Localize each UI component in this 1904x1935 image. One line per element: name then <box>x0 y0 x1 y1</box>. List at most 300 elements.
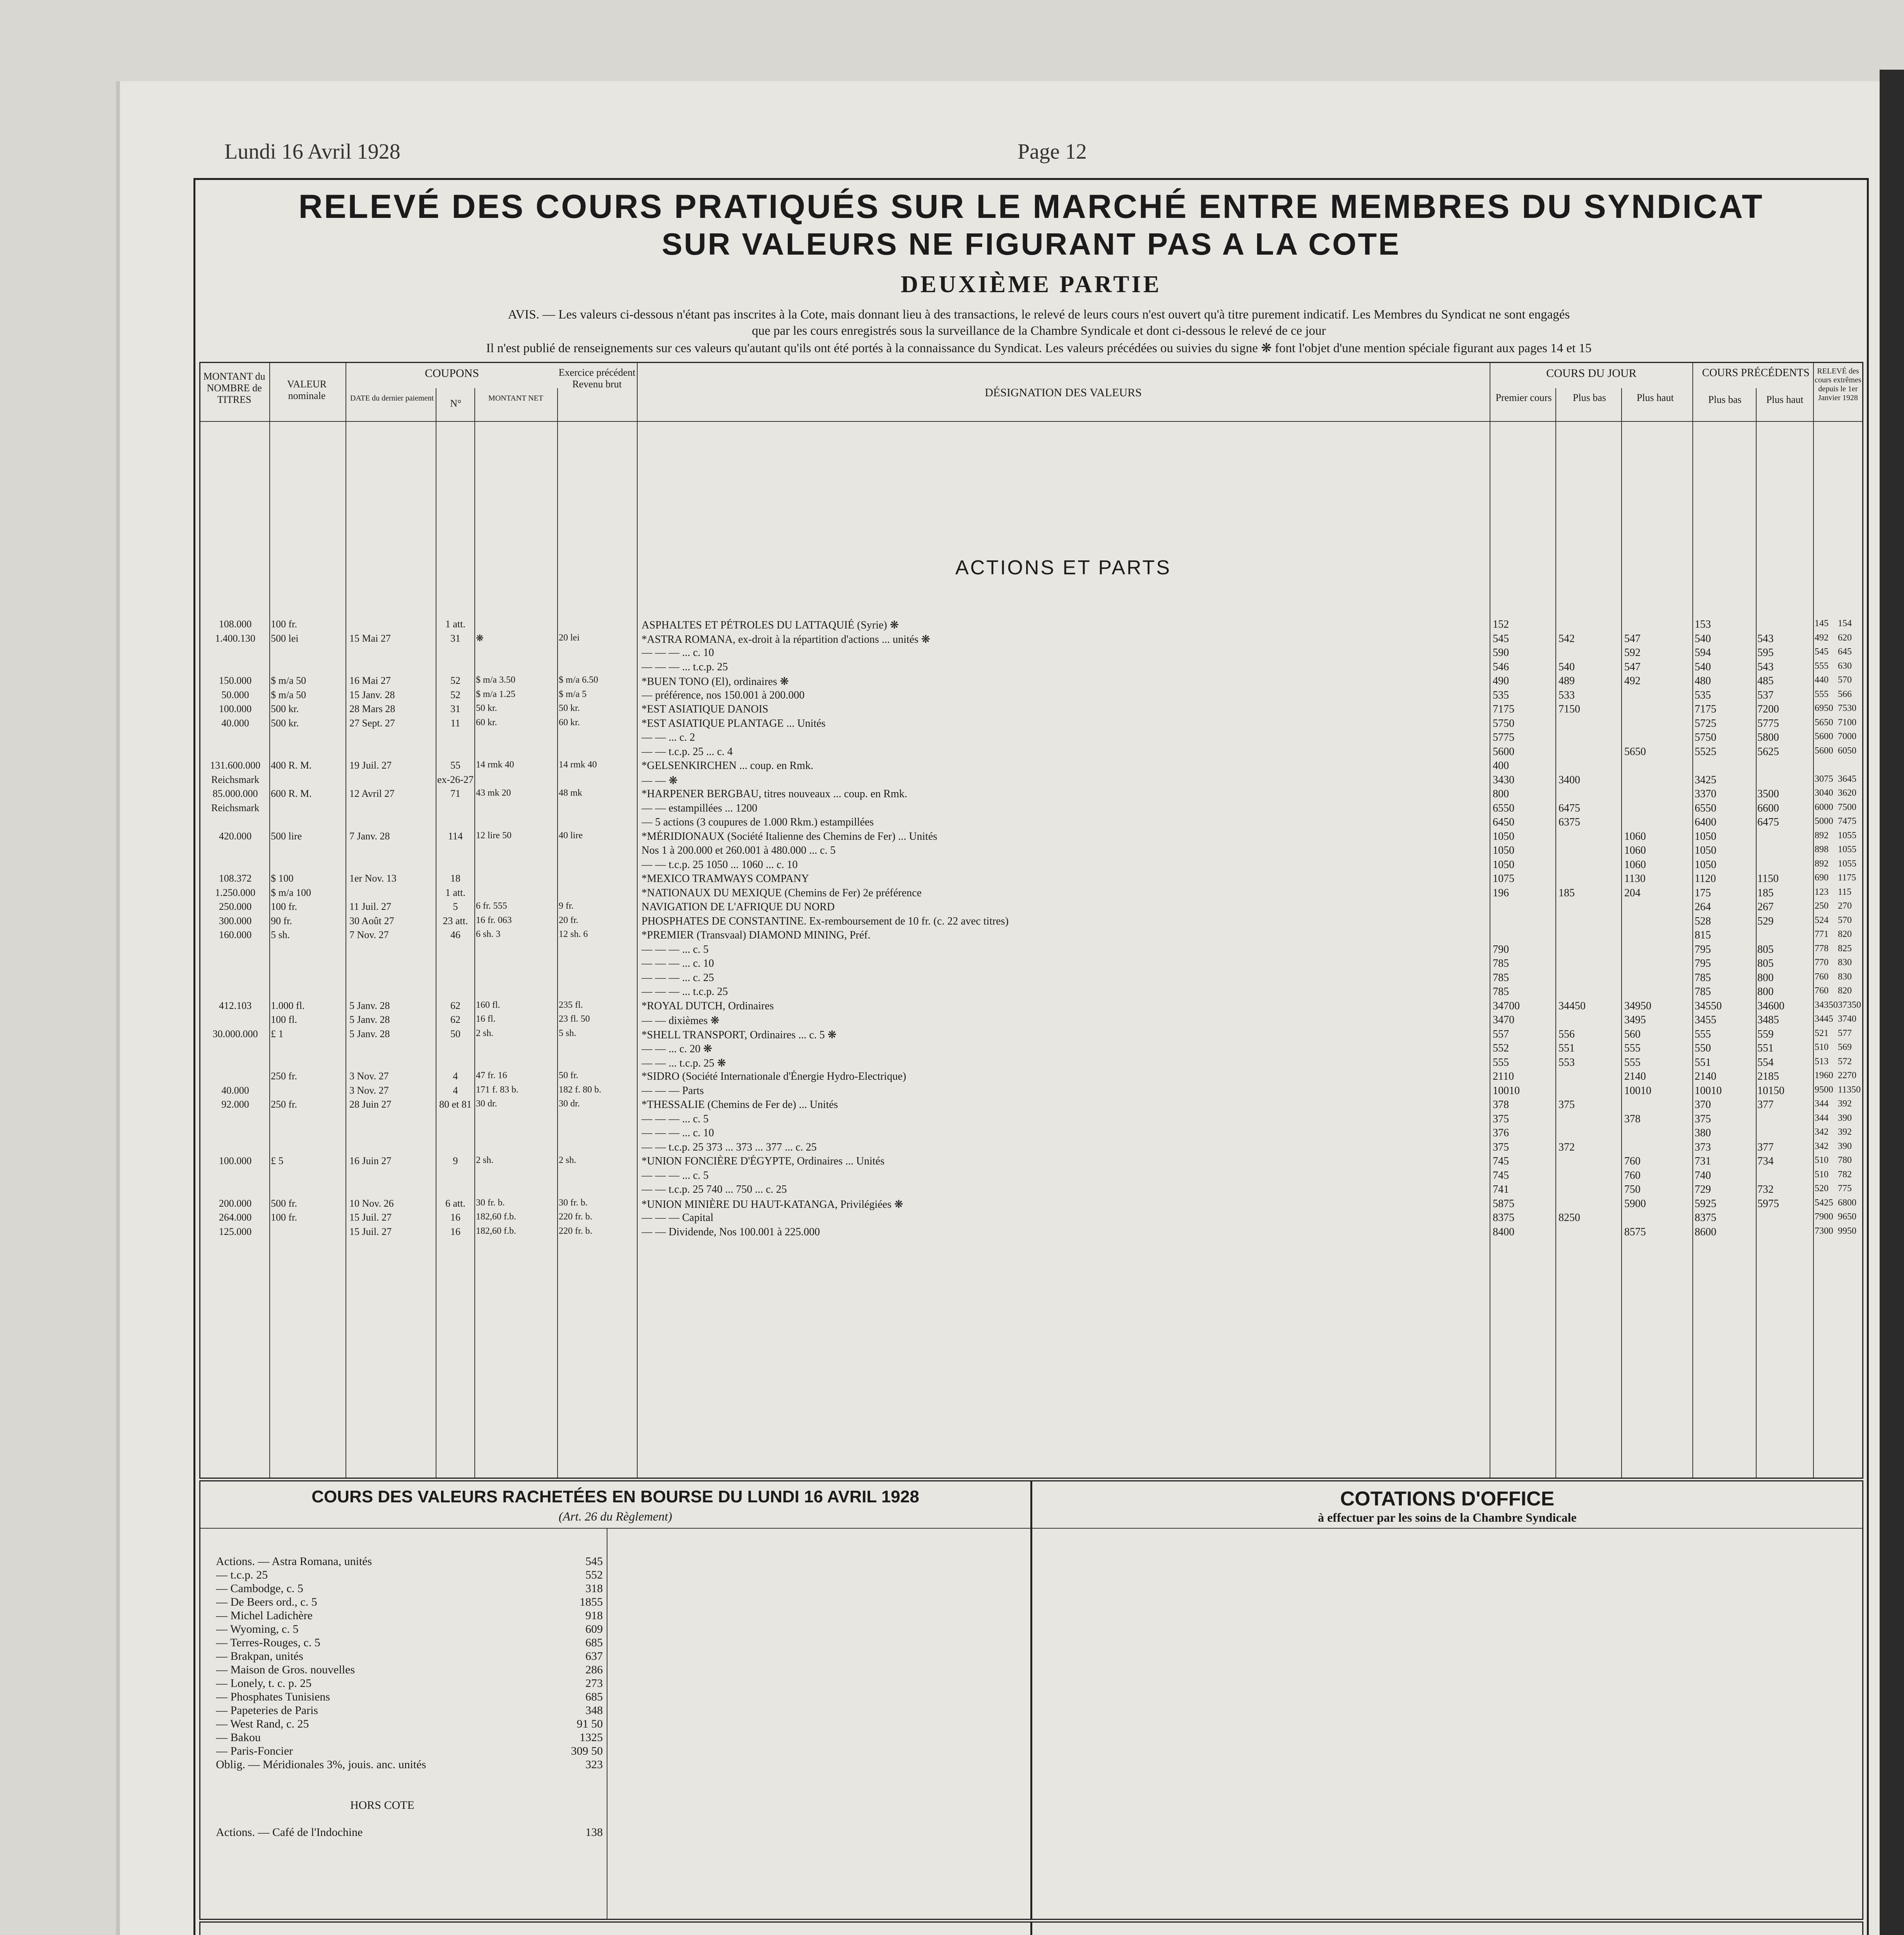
cell-releve-bas: 344 <box>1815 1113 1829 1123</box>
cell-releve-bas: 7900 <box>1815 1212 1833 1222</box>
cell-plus-haut: 750 <box>1624 1183 1641 1195</box>
cell-valeur: $ m/a 100 <box>271 887 311 898</box>
cell-premier: 745 <box>1493 1155 1509 1167</box>
avis-line3: Il n'est publié de renseignements sur ces valeurs qu'autant qu'ils ont été portés à la connaissance du Syndicat. Les valeurs précédées ou suivies du signe ❋ font l'objet d'une mention spéciale figurant aux pages 14 et 15 <box>486 341 1592 355</box>
cell-plus-bas: 556 <box>1558 1028 1575 1040</box>
cell-releve-bas: 778 <box>1815 943 1829 954</box>
rachetee-label: — Papeteries de Paris <box>216 1704 318 1717</box>
cell-prec-bas: 1050 <box>1695 858 1716 871</box>
cell-valeur: $ m/a 50 <box>271 689 306 700</box>
cell-releve-haut: 645 <box>1838 647 1852 657</box>
cell-montant: 40.000 <box>221 717 249 729</box>
cell-prec-bas: 370 <box>1695 1099 1711 1111</box>
cell-plus-haut: 10010 <box>1624 1084 1651 1097</box>
cell-releve-bas: 760 <box>1815 971 1829 982</box>
main-col-rule <box>1756 388 1757 1478</box>
cell-exercice: $ m/a 6.50 <box>559 675 598 685</box>
cell-coupon-no: 16 <box>450 1212 460 1223</box>
main-quotations-table <box>199 362 1863 1479</box>
cell-coupon-date: 5 Janv. 28 <box>349 1014 390 1025</box>
cell-releve-haut: 775 <box>1838 1183 1852 1194</box>
main-col-rule <box>1692 363 1693 1478</box>
cell-prec-haut: 800 <box>1757 986 1774 998</box>
cell-releve-bas: 6950 <box>1815 703 1833 713</box>
cell-prec-haut: 732 <box>1757 1183 1774 1195</box>
cell-prec-haut: 485 <box>1757 675 1774 687</box>
cell-plus-bas: 489 <box>1558 675 1575 687</box>
cell-plus-haut: 555 <box>1624 1056 1641 1069</box>
hors-cote-label: HORS COTE <box>350 1799 414 1812</box>
col-premier: Premier cours <box>1495 392 1552 403</box>
cell-premier: 10010 <box>1493 1084 1520 1097</box>
cell-prec-bas: 175 <box>1695 887 1711 899</box>
cell-plus-haut: 1060 <box>1624 844 1646 856</box>
cell-premier: 1075 <box>1493 873 1514 885</box>
cell-designation: *GELSENKIRCHEN ... coup. en Rmk. <box>642 760 814 772</box>
cell-coupon-montant: 16 fl. <box>476 1014 496 1024</box>
cell-prec-bas: 550 <box>1695 1042 1711 1054</box>
cell-premier: 8400 <box>1493 1226 1514 1238</box>
cell-montant: 250.000 <box>219 901 252 912</box>
cell-coupon-no: 114 <box>448 830 463 842</box>
cotations-section <box>1031 1480 1863 1920</box>
cell-prec-haut: 551 <box>1757 1042 1774 1054</box>
cotations-subtitle: à effectuer par les soins de la Chambre Syndicale <box>1318 1510 1577 1524</box>
cell-valeur: 5 sh. <box>271 929 290 940</box>
cell-coupon-no: 4 <box>453 1070 458 1082</box>
col-prec-haut: Plus haut <box>1766 394 1804 405</box>
cell-coupon-no: 46 <box>450 929 460 940</box>
cell-coupon-no: 52 <box>450 689 460 700</box>
cell-coupon-no: 11 <box>450 717 460 729</box>
cell-prec-haut: 595 <box>1757 647 1774 659</box>
cell-designation: — — t.c.p. 25 ... c. 4 <box>642 745 733 758</box>
cell-releve-bas: 123 <box>1815 887 1829 897</box>
cell-exercice: 235 fl. <box>559 1000 583 1010</box>
cell-designation: — — ... t.c.p. 25 ❋ <box>642 1057 726 1069</box>
cell-designation: — — t.c.p. 25 740 ... 750 ... c. 25 <box>642 1183 787 1195</box>
cell-prec-bas: 729 <box>1695 1183 1711 1195</box>
cell-prec-bas: 795 <box>1695 943 1711 956</box>
cell-coupon-date: 3 Nov. 27 <box>349 1084 389 1096</box>
rachetee-value: 685 <box>585 1636 603 1649</box>
cell-prec-haut: 543 <box>1757 661 1774 673</box>
cell-premier: 400 <box>1493 760 1509 772</box>
cell-plus-haut: 492 <box>1624 675 1641 687</box>
cell-premier: 790 <box>1493 943 1509 956</box>
cell-coupon-montant: 60 kr. <box>476 717 497 728</box>
cell-designation: — — — ... c. 10 <box>642 647 714 659</box>
cell-prec-bas: 5525 <box>1695 745 1716 758</box>
cell-releve-haut: 570 <box>1838 915 1852 925</box>
cell-premier: 490 <box>1493 675 1509 687</box>
cell-designation: PHOSPHATES DE CONSTANTINE. Ex-remboursement de 10 fr. (c. 22 avec titres) <box>642 915 1009 927</box>
cell-plus-haut: 592 <box>1624 647 1641 659</box>
rachetee-value: 1325 <box>580 1731 603 1744</box>
cell-releve-haut: 11350 <box>1838 1084 1861 1095</box>
cell-designation: — — Dividende, Nos 100.001 à 225.000 <box>642 1226 820 1238</box>
cell-exercice: 12 sh. 6 <box>559 929 588 939</box>
cell-prec-haut: 734 <box>1757 1155 1774 1167</box>
cell-montant: 131.600.000 <box>210 760 260 771</box>
cell-coupon-montant: ❋ <box>476 633 484 644</box>
cell-designation: — — dixièmes ❋ <box>642 1015 720 1027</box>
rachetee-label: — Bakou <box>216 1731 261 1744</box>
hors-row-label: Actions. — Café de l'Indochine <box>216 1826 363 1839</box>
rachetee-value: 323 <box>585 1758 603 1771</box>
cell-prec-haut: 529 <box>1757 915 1774 927</box>
cell-plus-bas: 375 <box>1558 1099 1575 1111</box>
cell-releve-haut: 1175 <box>1838 873 1856 883</box>
cell-releve-bas: 34350 <box>1815 1000 1838 1010</box>
cell-valeur: 600 R. M. <box>271 788 312 799</box>
cell-exercice: 50 fr. <box>559 1070 578 1081</box>
cell-coupon-montant: $ m/a 3.50 <box>476 675 515 685</box>
cell-montant: 300.000 <box>219 915 252 926</box>
cell-coupon-no: 62 <box>450 1014 460 1025</box>
cell-plus-bas: 7150 <box>1558 703 1580 715</box>
cell-prec-bas: 5750 <box>1695 731 1716 743</box>
cell-exercice: 30 dr. <box>559 1099 580 1109</box>
rachetee-value: 918 <box>585 1609 603 1622</box>
cell-exercice: 20 lei <box>559 632 580 643</box>
avis-line2: que par les cours enregistrés sous la surveillance de la Chambre Syndicale et dont ci-dessous le relevé de ce jour <box>752 324 1326 338</box>
cell-releve-haut: 820 <box>1838 986 1852 996</box>
rachetee-value: 309 50 <box>571 1745 603 1757</box>
rachetee-label: Oblig. — Méridionales 3%, jouis. anc. unités <box>216 1758 426 1771</box>
col-coupons: COUPONS <box>424 367 479 380</box>
cell-prec-bas: 3370 <box>1695 788 1716 800</box>
cell-montant: 100.000 <box>219 1155 252 1166</box>
cell-designation: ASPHALTES ET PÉTROLES DU LATTAQUIÉ (Syrie) ❋ <box>642 619 899 631</box>
cell-releve-bas: 145 <box>1815 618 1829 628</box>
cell-premier: 378 <box>1493 1099 1509 1111</box>
cell-montant: 100.000 <box>219 703 252 714</box>
col-valeur: VALEUR nominale <box>287 378 327 401</box>
cell-exercice: 48 mk <box>559 788 582 798</box>
cell-valeur: 100 fr. <box>271 901 297 912</box>
cell-coupon-date: 7 Nov. 27 <box>349 929 389 940</box>
cell-designation: *ROYAL DUTCH, Ordinaires <box>642 1000 774 1012</box>
cell-prec-bas: 740 <box>1695 1169 1711 1182</box>
header-date: Lundi 16 Avril 1928 <box>224 140 400 164</box>
cell-exercice: 5 sh. <box>559 1028 577 1038</box>
cell-prec-bas: 795 <box>1695 957 1711 969</box>
cell-releve-haut: 1055 <box>1838 830 1856 841</box>
cell-coupon-montant: 30 fr. b. <box>476 1197 505 1208</box>
cell-premier: 557 <box>1493 1028 1509 1040</box>
cell-coupon-no: 52 <box>450 675 460 686</box>
cell-plus-haut: 547 <box>1624 632 1641 645</box>
cell-designation: — — — ... c. 5 <box>642 1169 709 1182</box>
cell-designation: *EST ASIATIQUE PLANTAGE ... Unités <box>642 717 826 729</box>
cell-prec-haut: 5800 <box>1757 731 1779 743</box>
cell-designation: — — — ... c. 25 <box>642 971 714 984</box>
cell-premier: 375 <box>1493 1141 1509 1153</box>
cell-premier: 1050 <box>1493 858 1514 871</box>
cell-releve-haut: 9650 <box>1838 1212 1856 1222</box>
cell-plus-haut: 760 <box>1624 1155 1641 1167</box>
cell-coupon-date: 12 Avril 27 <box>349 788 395 799</box>
cell-valeur: 250 fr. <box>271 1099 297 1110</box>
cell-coupon-no: ex-26-27 <box>437 774 474 785</box>
cell-plus-bas: 8250 <box>1558 1212 1580 1224</box>
cell-designation: — — — Capital <box>642 1212 713 1224</box>
cell-releve-bas: 545 <box>1815 647 1829 657</box>
cell-releve-haut: 6050 <box>1838 745 1856 756</box>
cell-premier: 2110 <box>1493 1070 1514 1082</box>
main-col-rule <box>1621 388 1622 1478</box>
cell-designation: — — t.c.p. 25 1050 ... 1060 ... c. 10 <box>642 858 798 871</box>
cell-exercice: 220 fr. b. <box>559 1212 592 1222</box>
cell-prec-haut: 805 <box>1757 943 1774 956</box>
content-frame <box>193 178 1869 1935</box>
cell-premier: 745 <box>1493 1169 1509 1182</box>
cell-releve-haut: 392 <box>1838 1127 1852 1137</box>
cell-designation: — — ... c. 20 ❋ <box>642 1043 712 1055</box>
main-col-rule <box>637 363 638 1478</box>
cell-designation: Nos 1 à 200.000 et 260.001 à 480.000 ... c. 5 <box>642 844 836 856</box>
cell-plus-haut: 2140 <box>1624 1070 1646 1082</box>
cell-prec-bas: 373 <box>1695 1141 1711 1153</box>
cell-valeur: 400 R. M. <box>271 760 312 771</box>
cell-valeur: 1.000 fl. <box>271 1000 305 1011</box>
rachetee-value: 609 <box>585 1623 603 1635</box>
cell-exercice: 60 kr. <box>559 717 580 728</box>
cell-plus-bas: 533 <box>1558 689 1575 701</box>
cell-valeur: 100 fr. <box>271 618 297 630</box>
cell-releve-bas: 898 <box>1815 844 1829 854</box>
rachetee-value: 91 50 <box>577 1718 603 1730</box>
cell-prec-bas: 535 <box>1695 689 1711 701</box>
cell-prec-bas: 1050 <box>1695 844 1716 856</box>
cell-plus-haut: 1130 <box>1624 873 1646 885</box>
cell-montant: 264.000 <box>219 1212 252 1223</box>
cell-prec-haut: 537 <box>1757 689 1774 701</box>
cell-releve-haut: 780 <box>1838 1155 1852 1165</box>
cell-releve-bas: 5650 <box>1815 717 1833 728</box>
cell-plus-haut: 1060 <box>1624 858 1646 871</box>
cell-releve-haut: 270 <box>1838 901 1852 911</box>
cell-plus-haut: 8575 <box>1624 1226 1646 1238</box>
cell-montant: 92.000 <box>221 1099 249 1110</box>
cell-premier: 7175 <box>1493 703 1514 715</box>
cell-releve-bas: 7300 <box>1815 1226 1833 1236</box>
col-coupon-date: DATE du dernier paiement <box>350 394 434 402</box>
cell-coupon-date: 16 Mai 27 <box>349 675 391 686</box>
cell-prec-bas: 785 <box>1695 986 1711 998</box>
col-exercice: Exercice précédent Revenu brut <box>558 367 636 390</box>
rachetee-label: — t.c.p. 25 <box>216 1569 268 1581</box>
cell-releve-haut: 3645 <box>1838 774 1856 784</box>
cell-releve-bas: 892 <box>1815 858 1829 869</box>
cell-plus-haut: 547 <box>1624 661 1641 673</box>
cell-releve-bas: 555 <box>1815 661 1829 671</box>
cell-releve-bas: 342 <box>1815 1127 1829 1137</box>
cell-montant: 40.000 <box>221 1084 249 1096</box>
cotations-title: COTATIONS D'OFFICE <box>1340 1488 1555 1510</box>
main-col-rule <box>557 388 558 1478</box>
cell-exercice: 50 kr. <box>559 703 580 713</box>
cell-prec-haut: 377 <box>1757 1099 1774 1111</box>
col-releve: RELEVÉ des cours extrêmes depuis le 1er Janvier 1928 <box>1815 367 1861 402</box>
cell-designation: *MÉRIDIONAUX (Société Italienne des Chemins de Fer) ... Unités <box>642 830 937 842</box>
cell-releve-haut: 7000 <box>1838 731 1856 741</box>
header-rule <box>200 421 1862 422</box>
cell-coupon-montant: 12 lire 50 <box>476 830 511 841</box>
main-title-line2: SUR VALEURS NE FIGURANT PAS A LA COTE <box>662 227 1401 261</box>
cell-prec-haut: 377 <box>1757 1141 1774 1153</box>
cell-designation: *PREMIER (Transvaal) DIAMOND MINING, Préf. <box>642 929 871 941</box>
cell-designation: *EST ASIATIQUE DANOIS <box>642 703 768 715</box>
cell-releve-haut: 390 <box>1838 1113 1852 1123</box>
cell-prec-bas: 528 <box>1695 915 1711 927</box>
cell-premier: 3430 <box>1493 774 1514 786</box>
cell-plus-haut: 5900 <box>1624 1197 1646 1210</box>
cell-prec-haut: 5775 <box>1757 717 1779 729</box>
cell-designation: — — — ... c. 5 <box>642 1113 709 1125</box>
cell-coupon-montant: 30 dr. <box>476 1099 497 1109</box>
cell-coupon-date: 16 Juin 27 <box>349 1155 392 1166</box>
cell-valeur: 500 kr. <box>271 717 299 729</box>
cell-prec-haut: 5625 <box>1757 745 1779 758</box>
cell-releve-bas: 344 <box>1815 1099 1829 1109</box>
cell-montant: 200.000 <box>219 1197 252 1209</box>
rachetee-label: Actions. — Astra Romana, unités <box>216 1555 372 1568</box>
cell-plus-bas: 542 <box>1558 632 1575 645</box>
cell-releve-bas: 5000 <box>1815 816 1833 826</box>
cell-releve-bas: 3445 <box>1815 1014 1833 1024</box>
cell-coupon-montant: 47 fr. 16 <box>476 1070 507 1081</box>
cell-releve-haut: 390 <box>1838 1141 1852 1151</box>
cell-plus-bas: 6375 <box>1558 816 1580 828</box>
rachetee-label: — Maison de Gros. nouvelles <box>216 1663 355 1676</box>
cell-designation: — — — ... c. 10 <box>642 957 714 969</box>
cell-releve-haut: 7100 <box>1838 717 1856 728</box>
cell-designation: — — t.c.p. 25 373 ... 373 ... 377 ... c. 25 <box>642 1141 817 1153</box>
cell-releve-haut: 7500 <box>1838 802 1856 812</box>
cell-premier: 1050 <box>1493 830 1514 842</box>
rachetee-label: — Wyoming, c. 5 <box>216 1623 299 1635</box>
rachetees-section <box>199 1480 1032 1920</box>
cell-designation: *NATIONAUX DU MEXIQUE (Chemins de Fer) 2e préférence <box>642 887 922 899</box>
cell-coupon-montant: 182,60 f.b. <box>476 1212 516 1222</box>
cell-coupon-date: 7 Janv. 28 <box>349 830 390 842</box>
rachetee-label: — Brakpan, unités <box>216 1650 303 1663</box>
cell-plus-haut: 555 <box>1624 1042 1641 1054</box>
cell-designation: *ASTRA ROMANA, ex-droit à la répartition d'actions ... unités ❋ <box>642 633 931 646</box>
cell-valeur: £ 5 <box>271 1155 284 1166</box>
cell-releve-haut: 566 <box>1838 689 1852 699</box>
cell-coupon-montant: 182,60 f.b. <box>476 1226 516 1236</box>
cell-designation: *SHELL TRANSPORT, Ordinaires ... c. 5 ❋ <box>642 1029 837 1041</box>
main-col-rule <box>269 363 270 1478</box>
col-coupon-no: N° <box>450 398 462 409</box>
cell-plus-haut: 560 <box>1624 1028 1641 1040</box>
cell-prec-haut: 6475 <box>1757 816 1779 828</box>
rachetee-value: 637 <box>585 1650 603 1663</box>
cell-prec-bas: 7175 <box>1695 703 1716 715</box>
cell-releve-bas: 521 <box>1815 1028 1829 1038</box>
cell-montant: 108.372 <box>219 873 252 884</box>
cell-coupon-no: 50 <box>450 1028 460 1039</box>
cell-coupon-montant: 16 fr. 063 <box>476 915 512 925</box>
cell-releve-bas: 520 <box>1815 1183 1829 1194</box>
cell-plus-haut: 3495 <box>1624 1014 1646 1026</box>
cell-valeur: 500 lei <box>271 632 299 644</box>
cell-coupon-date: 10 Nov. 26 <box>349 1197 394 1209</box>
cell-coupon-montant: 6 sh. 3 <box>476 929 501 939</box>
cell-premier: 6550 <box>1493 802 1514 814</box>
cell-montant: Reichsmark <box>211 774 260 785</box>
cell-prec-bas: 594 <box>1695 647 1711 659</box>
cell-releve-bas: 9500 <box>1815 1084 1833 1095</box>
rachetee-label: — Terres-Rouges, c. 5 <box>216 1636 320 1649</box>
cell-coupon-date: 5 Janv. 28 <box>349 1000 390 1011</box>
cell-premier: 535 <box>1493 689 1509 701</box>
cell-coupon-no: 16 <box>450 1226 460 1237</box>
rachetees-rule <box>200 1528 1030 1529</box>
cell-prec-bas: 380 <box>1695 1127 1711 1139</box>
col-cours-prec: COURS PRÉCÉDENTS <box>1702 367 1810 379</box>
cell-coupon-no: 23 att. <box>443 915 468 926</box>
cell-releve-bas: 1960 <box>1815 1070 1833 1081</box>
cell-releve-haut: 115 <box>1838 887 1852 897</box>
cell-valeur: 100 fl. <box>271 1014 297 1025</box>
cell-prec-bas: 3425 <box>1695 774 1716 786</box>
cell-plus-haut: 34950 <box>1624 1000 1651 1012</box>
cell-designation: — 5 actions (3 coupures de 1.000 Rkm.) estampillées <box>642 816 874 828</box>
cell-coupon-no: 31 <box>450 632 460 644</box>
rachetee-value: 552 <box>585 1569 603 1581</box>
cell-designation: *BUEN TONO (El), ordinaires ❋ <box>642 676 789 688</box>
cell-coupon-montant: 43 mk 20 <box>476 788 511 798</box>
main-col-rule <box>474 388 475 1478</box>
cell-exercice: 182 f. 80 b. <box>559 1084 601 1095</box>
cell-plus-haut: 5650 <box>1624 745 1646 758</box>
cell-releve-haut: 3740 <box>1838 1014 1856 1024</box>
cell-designation: — — — Parts <box>642 1084 704 1097</box>
cell-prec-bas: 480 <box>1695 675 1711 687</box>
cell-montant: 30.000.000 <box>212 1028 258 1039</box>
col-plus-bas: Plus bas <box>1573 392 1606 403</box>
cell-prec-bas: 6550 <box>1695 802 1716 814</box>
cell-releve-bas: 5425 <box>1815 1197 1833 1208</box>
rachetees-subtitle: (Art. 26 du Règlement) <box>558 1509 672 1523</box>
cell-coupon-date: 11 Juil. 27 <box>349 901 392 912</box>
cell-prec-bas: 815 <box>1695 929 1711 941</box>
cell-premier: 545 <box>1493 632 1509 645</box>
cell-premier: 3470 <box>1493 1014 1514 1026</box>
cell-premier: 785 <box>1493 971 1509 984</box>
cell-prec-haut: 6600 <box>1757 802 1779 814</box>
col-montant: MONTANT du NOMBRE de TITRES <box>203 371 265 405</box>
cell-premier: 590 <box>1493 647 1509 659</box>
cell-plus-bas: 185 <box>1558 887 1575 899</box>
col-coupon-montant: MONTANT NET <box>488 394 543 402</box>
rachetee-value: 545 <box>585 1555 603 1568</box>
scan-edge <box>1880 70 1904 1935</box>
cell-montant: 420.000 <box>219 830 252 842</box>
cell-releve-bas: 3040 <box>1815 788 1833 798</box>
cell-releve-haut: 830 <box>1838 957 1852 968</box>
cell-releve-haut: 1055 <box>1838 858 1856 869</box>
cell-valeur: $ 100 <box>271 873 294 884</box>
cell-exercice: 14 rmk 40 <box>559 760 597 770</box>
cell-designation: *THESSALIE (Chemins de Fer de) ... Unités <box>642 1099 838 1111</box>
cell-premier: 546 <box>1493 661 1509 673</box>
cell-releve-bas: 770 <box>1815 957 1829 968</box>
